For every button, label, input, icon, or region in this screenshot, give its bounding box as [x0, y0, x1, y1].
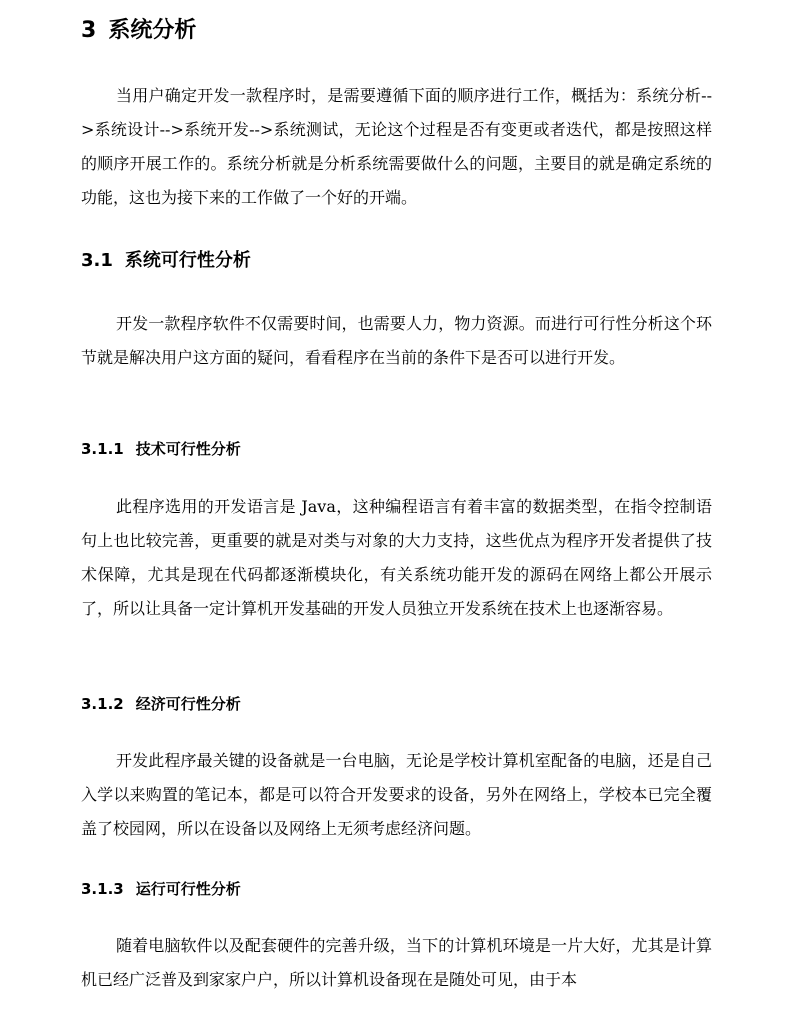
- subsubsection-heading: [81, 436, 241, 462]
- section-paragraph: 当用户确定开发一款程序时，是需要遵循下面的顺序进行工作，概括为：系统分析-->系统设计-->系统开发-->系统测试，无论这个过程是否有变更或者迭代，都是按照这样的顺序开展工作的。系统分析就是分析系统需要做什么的问题，主要目的就是确定系统的功能，这也为接下来的工作做了一个好的开端。: [81, 86, 712, 207]
- subsection-heading: [81, 246, 251, 276]
- subsubsection-heading: [81, 691, 241, 717]
- subsubsection-heading: [81, 876, 241, 902]
- subsubsection-title: 运行可行性分析: [135, 880, 241, 898]
- subsubsection-number: 3.1.1: [81, 440, 124, 458]
- technical-feasibility-paragraph: 此程序选用的开发语言是 Java，这种编程语言有着丰富的数据类型，在指令控制语句上也比较完善，更重要的就是对类与对象的大力支持，这些优点为程序开发者提供了技术保障，尤其是现在代码都逐渐模块化，有关系统功能开发的源码在网络上都公开展示了，所以让具备一定计算机开发基础的开发人员独立开发系统在技术上也逐渐容易。: [81, 497, 712, 618]
- subsection-paragraph: 开发一款程序软件不仅需要时间，也需要人力，物力资源。而进行可行性分析这个环节就是解决用户这方面的疑问，看看程序在当前的条件下是否可以进行开发。: [81, 314, 712, 367]
- section-title: 系统分析: [108, 18, 197, 43]
- operational-feasibility-paragraph: 随着电脑软件以及配套硬件的完善升级，当下的计算机环境是一片大好，尤其是计算机已经广泛普及到家家户户，所以计算机设备现在是随处可见，由于本: [81, 936, 712, 989]
- subsubsection-title: 技术可行性分析: [135, 440, 241, 458]
- subsection-number: 3.1: [81, 250, 113, 271]
- subsubsection-number: 3.1.3: [81, 880, 124, 898]
- subsubsection-title: 经济可行性分析: [135, 695, 241, 713]
- subsection-title: 系统可行性分析: [124, 250, 251, 271]
- section-number: 3: [81, 18, 97, 43]
- economic-feasibility-paragraph: 开发此程序最关键的设备就是一台电脑，无论是学校计算机室配备的电脑，还是自己入学以来购置的笔记本，都是可以符合开发要求的设备，另外在网络上，学校本已完全覆盖了校园网，所以在设备以及网络上无须考虑经济问题。: [81, 751, 712, 838]
- section-heading: [81, 13, 196, 49]
- subsubsection-number: 3.1.2: [81, 695, 124, 713]
